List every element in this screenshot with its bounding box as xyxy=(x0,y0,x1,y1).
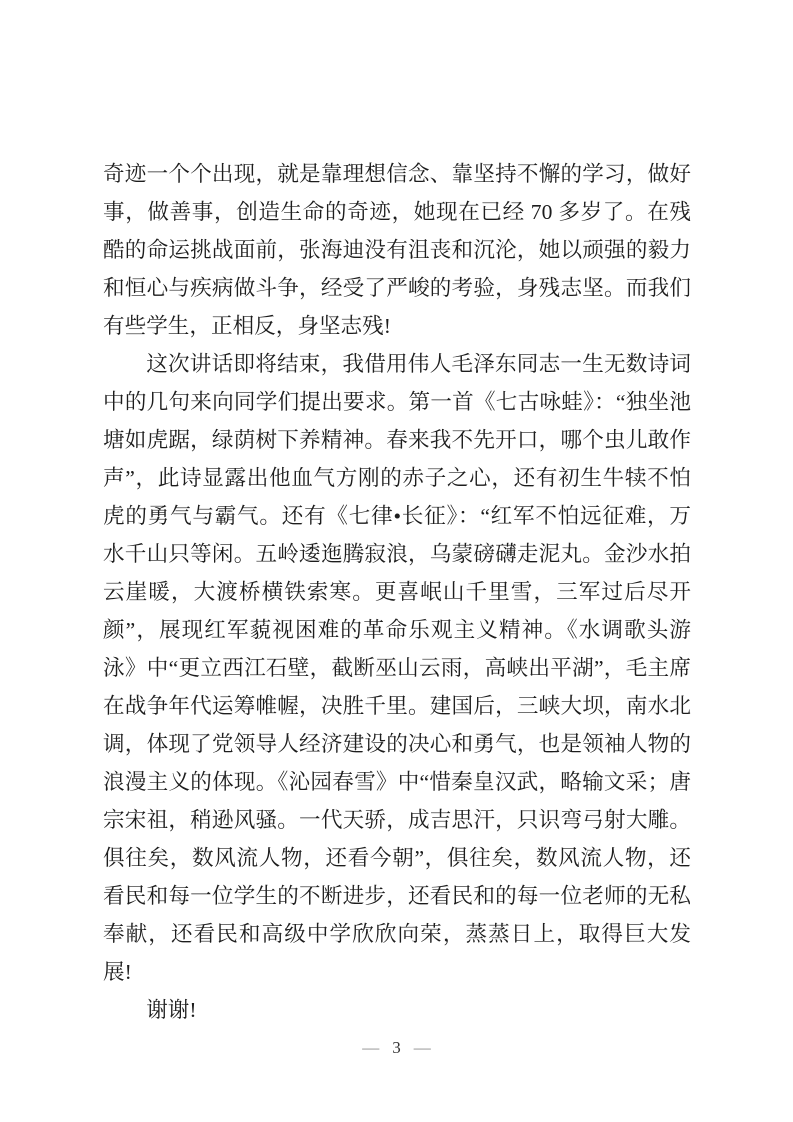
paragraph-continuation: 奇迹一个个出现，就是靠理想信念、靠坚持不懈的学习，做好事，做善事，创造生命的奇迹，她现在已经 70 多岁了。在残酷的命运挑战面前，张海迪没有沮丧和沉沦，她以顽强的毅力和恒心与疾病做斗争，经受了严峻的考验，身残志坚。而我们有些学生，正相反，身坚志残! xyxy=(103,162,691,338)
footer-dash-left: — xyxy=(362,1038,380,1057)
page-number: 3 xyxy=(392,1038,401,1057)
page-footer xyxy=(0,1036,793,1060)
footer-dash-right: — xyxy=(413,1038,431,1057)
paragraph-speech-quotes: 这次讲话即将结束，我借用伟人毛泽东同志一生无数诗词中的几句来向同学们提出要求。第一首《七古咏蛙》：“独坐池塘如虎踞，绿荫树下养精神。春来我不先开口，哪个虫儿敢作声”，此诗显露出他血气方刚的赤子之心，还有初生牛犊不怕虎的勇气与霸气。还有《七律•长征》：“红军不怕远征难，万水千山只等闲。五岭逶迤腾寂浪，乌蒙磅礴走泥丸。金沙水拍云崖暖，大渡桥横铁索寒。更喜岷山千里雪，三军过后尽开颜”，展现红军藐视困难的革命乐观主义精神。《水调歌头游泳》中“更立西江石壁，截断巫山云雨，高峡出平湖”，毛主席在战争年代运筹帷幄，决胜千里。建国后，三峡大坝，南水北调，体现了党领导人经济建设的决心和勇气，也是领袖人物的浪漫主义的体现。《沁园春雪》中“惜秦皇汉武，略输文采；唐宗宋祖，稍逊风骚。一代天骄，成吉思汗，只识弯弓射大雕。俱往矣，数风流人物，还看今朝”，俱往矣，数风流人物，还看民和每一位学生的不断进步，还看民和的每一位老师的无私奉献，还看民和高级中学欣欣向荣，蒸蒸日上，取得巨大发展! xyxy=(103,352,691,984)
paragraph-thanks: 谢谢! xyxy=(146,998,197,1022)
document-body xyxy=(103,155,691,1029)
